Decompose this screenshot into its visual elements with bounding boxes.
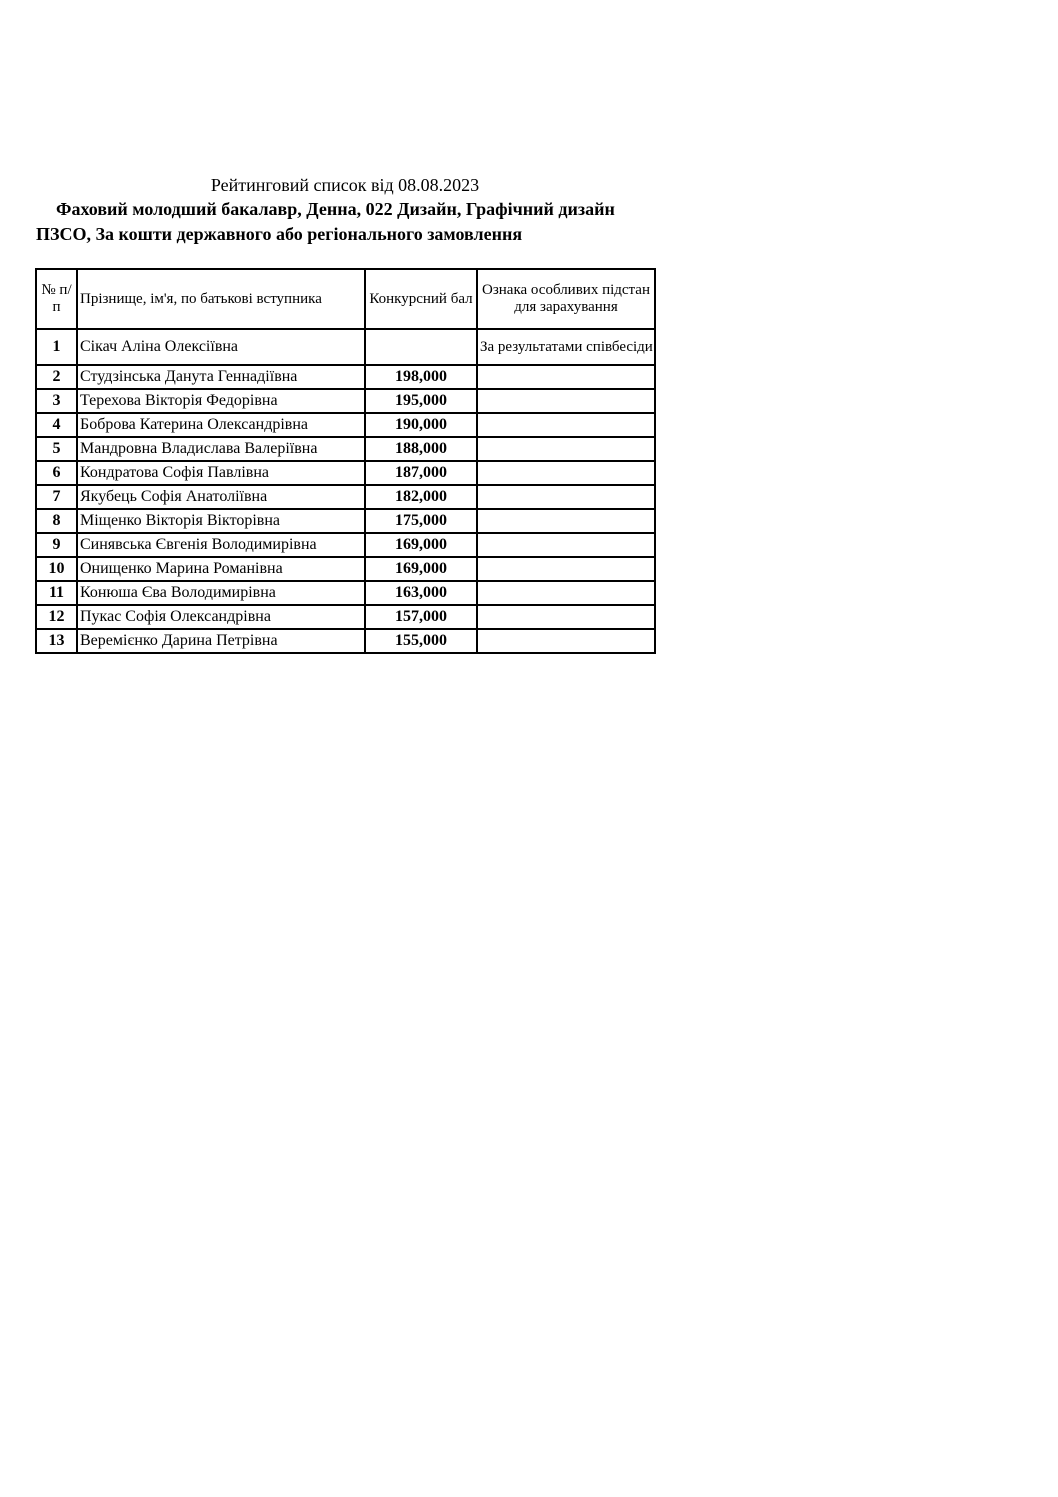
header-num: № п/п bbox=[36, 269, 77, 329]
row-number: 8 bbox=[36, 509, 77, 533]
admission-basis bbox=[477, 389, 655, 413]
row-number: 5 bbox=[36, 437, 77, 461]
admission-basis bbox=[477, 533, 655, 557]
row-number: 12 bbox=[36, 605, 77, 629]
competitive-score: 190,000 bbox=[365, 413, 477, 437]
header-name: Прізнище, ім'я, по батькові вступника bbox=[77, 269, 365, 329]
row-number: 3 bbox=[36, 389, 77, 413]
applicant-name: Веремієнко Дарина Петрівна bbox=[77, 629, 365, 653]
competitive-score: 182,000 bbox=[365, 485, 477, 509]
row-number: 9 bbox=[36, 533, 77, 557]
applicant-name: Конюша Єва Володимирівна bbox=[77, 581, 365, 605]
admission-basis bbox=[477, 485, 655, 509]
table-row bbox=[36, 329, 655, 365]
admission-basis bbox=[477, 437, 655, 461]
table-row bbox=[36, 605, 655, 629]
admission-basis bbox=[477, 605, 655, 629]
competitive-score: 163,000 bbox=[365, 581, 477, 605]
table-row bbox=[36, 485, 655, 509]
table-row bbox=[36, 461, 655, 485]
row-number: 1 bbox=[36, 329, 77, 365]
header-note: Ознака особливих підстан для зарахування bbox=[477, 269, 655, 329]
applicant-name: Студзінська Данута Геннадіївна bbox=[77, 365, 365, 389]
applicant-name: Мандровна Владислава Валеріївна bbox=[77, 437, 365, 461]
admission-basis bbox=[477, 365, 655, 389]
row-number: 2 bbox=[36, 365, 77, 389]
competitive-score: 198,000 bbox=[365, 365, 477, 389]
row-number: 13 bbox=[36, 629, 77, 653]
table-header-row bbox=[36, 269, 655, 329]
applicant-name: Якубець Софія Анатоліївна bbox=[77, 485, 365, 509]
table-row bbox=[36, 581, 655, 605]
applicant-name: Синявська Євгенія Володимирівна bbox=[77, 533, 365, 557]
applicant-name: Боброва Катерина Олександрівна bbox=[77, 413, 365, 437]
row-number: 4 bbox=[36, 413, 77, 437]
table-row bbox=[36, 533, 655, 557]
applicant-name: Сікач Аліна Олексіївна bbox=[77, 329, 365, 365]
row-number: 7 bbox=[36, 485, 77, 509]
table-row bbox=[36, 509, 655, 533]
row-number: 6 bbox=[36, 461, 77, 485]
document-subtitle: Фаховий молодший бакалавр, Денна, 022 Дизайн, Графічний дизайн ПЗСО, За кошти державного або регіонального замовлення bbox=[36, 199, 615, 244]
table-row bbox=[36, 437, 655, 461]
table-row bbox=[36, 365, 655, 389]
table-row bbox=[36, 629, 655, 653]
table-row bbox=[36, 413, 655, 437]
admission-basis: За результатами співбесіди bbox=[477, 329, 655, 365]
admission-basis bbox=[477, 581, 655, 605]
table-row bbox=[36, 557, 655, 581]
admission-basis bbox=[477, 509, 655, 533]
applicant-name: Терехова Вікторія Федорівна bbox=[77, 389, 365, 413]
competitive-score: 169,000 bbox=[365, 533, 477, 557]
applicant-name: Кондратова Софія Павлівна bbox=[77, 461, 365, 485]
applicant-name: Онищенко Марина Романівна bbox=[77, 557, 365, 581]
table-row bbox=[36, 389, 655, 413]
rating-table bbox=[35, 268, 656, 654]
applicant-name: Міщенко Вікторія Вікторівна bbox=[77, 509, 365, 533]
admission-basis bbox=[477, 557, 655, 581]
competitive-score: 169,000 bbox=[365, 557, 477, 581]
competitive-score: 195,000 bbox=[365, 389, 477, 413]
document-title: Рейтинговий список від 08.08.2023 bbox=[210, 175, 480, 195]
competitive-score: 155,000 bbox=[365, 629, 477, 653]
admission-basis bbox=[477, 629, 655, 653]
admission-basis bbox=[477, 461, 655, 485]
competitive-score: 187,000 bbox=[365, 461, 477, 485]
competitive-score: 157,000 bbox=[365, 605, 477, 629]
applicant-name: Пукас Софія Олександрівна bbox=[77, 605, 365, 629]
competitive-score: 188,000 bbox=[365, 437, 477, 461]
row-number: 11 bbox=[36, 581, 77, 605]
competitive-score bbox=[365, 329, 477, 365]
admission-basis bbox=[477, 413, 655, 437]
competitive-score: 175,000 bbox=[365, 509, 477, 533]
row-number: 10 bbox=[36, 557, 77, 581]
header-score: Конкурсний бал bbox=[365, 269, 477, 329]
